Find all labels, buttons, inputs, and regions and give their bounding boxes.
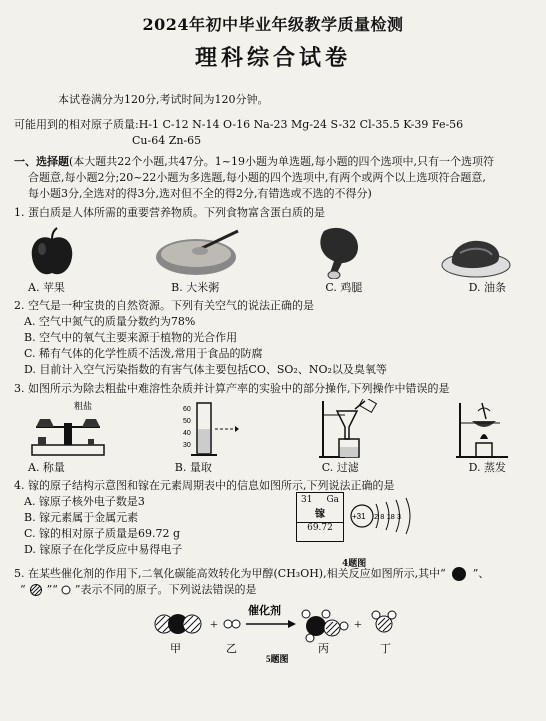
option-c[interactable]: C. 鸡腿 bbox=[325, 281, 363, 294]
question-5-stem-line1 bbox=[14, 566, 532, 582]
atomic-structure-diagram bbox=[348, 494, 424, 538]
cylinder-mark-30: 30 bbox=[183, 442, 192, 449]
apple-image bbox=[26, 227, 78, 279]
rice-porridge-image bbox=[152, 227, 240, 279]
molecule-ding bbox=[372, 611, 396, 632]
option-b[interactable]: B. 大米粥 bbox=[171, 281, 220, 294]
white-atom-icon bbox=[61, 585, 71, 595]
fried-dough-image bbox=[440, 231, 512, 279]
option-a[interactable]: A. 空气中氮气的质量分数约为78% bbox=[24, 315, 196, 328]
black-atom-icon bbox=[449, 567, 469, 581]
question-5-stem-end: ”表示不同的原子。下列说法错误的是 bbox=[74, 583, 257, 596]
quote-open: “ bbox=[20, 583, 26, 596]
filtration-image bbox=[315, 399, 379, 459]
option-a[interactable]: A. 镓原子核外电子数是3 bbox=[24, 495, 145, 508]
question-4-block bbox=[14, 494, 532, 569]
question-1-stem: 1. 蛋白质是人体所需的重要营养物质。下列食物富含蛋白质的是 bbox=[14, 206, 325, 219]
molecule-jia bbox=[155, 614, 201, 634]
striped-atom-icon bbox=[29, 584, 43, 596]
gallium-figure bbox=[284, 482, 424, 574]
question-5-stem-line2 bbox=[14, 582, 532, 598]
quote-mid: ”“ bbox=[46, 583, 58, 596]
label-bing: 丙 bbox=[318, 643, 329, 655]
atomic-number: 31 bbox=[301, 495, 313, 505]
question-1-options bbox=[14, 279, 532, 295]
molecule-yi bbox=[224, 620, 240, 628]
question-5-stem-text: 5. 在某些催化剂的作用下,二氧化碳能高效转化为甲醇(CH₃OH),相关反应如图所示,其中“ bbox=[14, 567, 446, 580]
option-c[interactable]: C. 过滤 bbox=[321, 461, 359, 474]
option-d[interactable]: D. 蒸发 bbox=[468, 461, 506, 474]
option-c[interactable]: C. 稀有气体的化学性质不活泼,常用于食品的防腐 bbox=[24, 347, 263, 360]
element-name: 镓 bbox=[315, 509, 325, 520]
atomic-masses-line2: Cu-64 Zn-65 bbox=[132, 134, 202, 147]
option-b[interactable]: B. 空气中的氧气主要来源于植物的光合作用 bbox=[24, 331, 238, 344]
option-c[interactable]: C. 镓的相对原子质量是69.72 g bbox=[24, 527, 181, 540]
question-1-images bbox=[14, 223, 532, 279]
question-2-stem: 2. 空气是一种宝贵的自然资源。下列有关空气的说法正确的是 bbox=[14, 299, 314, 312]
evaporation-image bbox=[452, 399, 514, 459]
question-4-stem: 4. 镓的原子结构示意图和镓在元素周期表中的信息如图所示,下列说法正确的是 bbox=[14, 479, 395, 492]
atomic-mass: 69.72 bbox=[297, 522, 343, 533]
figure-5-caption: 5题图 bbox=[266, 654, 289, 664]
option-b[interactable]: B. 量取 bbox=[174, 461, 212, 474]
reaction-diagram bbox=[14, 602, 532, 664]
svg-text:+: + bbox=[354, 618, 362, 633]
label-jia: 甲 bbox=[170, 643, 181, 655]
balance-scale-image bbox=[28, 401, 108, 459]
exam-header: 2024年初中毕业年级教学质量检测 bbox=[142, 15, 404, 34]
section-text-1: (本大题共22个小题,共47分。1~19小题为单选题,每小题的四个选项中,只有一个选项符 bbox=[69, 155, 494, 168]
question-3-stem: 3. 如图所示为除去粗盐中难溶性杂质并计算产率的实验中的部分操作,下列操作中错误的是 bbox=[14, 382, 450, 395]
cylinder-mark-50: 50 bbox=[183, 418, 192, 425]
section-heading: 一、选择题 bbox=[14, 155, 69, 168]
figure-4-caption: 4题图 bbox=[342, 559, 367, 569]
option-d[interactable]: D. 油条 bbox=[468, 281, 506, 294]
element-symbol: Ga bbox=[326, 495, 339, 505]
atomic-masses-line1: 可能用到的相对原子质量:H-1 C-12 N-14 O-16 Na-23 Mg-24 S-32 Cl-35.5 K-39 Fe-56 bbox=[14, 118, 464, 131]
question-5-stem-quote: ”、 bbox=[472, 567, 490, 580]
chicken-leg-image bbox=[314, 223, 366, 279]
cylinder-mark-60: 60 bbox=[183, 406, 192, 413]
reaction-molecules bbox=[14, 602, 532, 664]
section-one-instructions bbox=[14, 154, 532, 170]
question-3-options bbox=[14, 459, 532, 475]
label-yi: 乙 bbox=[226, 643, 237, 655]
cylinder-mark-40: 40 bbox=[183, 430, 192, 437]
option-a[interactable]: A. 称量 bbox=[28, 461, 65, 474]
periodic-table-cell bbox=[296, 492, 344, 542]
question-3-images bbox=[14, 397, 532, 459]
electron-shells: 2 8 18 3 bbox=[374, 512, 402, 521]
catalyst-label: 催化剂 bbox=[248, 605, 281, 617]
section-text-2: 合题意,每小题2分;20~22小题为多选题,每小题的四个选项中,有两个或两个以上选项符合题意, bbox=[28, 171, 486, 184]
option-d[interactable]: D. 镓原子在化学反应中易得电子 bbox=[24, 543, 183, 556]
exam-title: 理科综合试卷 bbox=[194, 45, 351, 71]
exam-intro: 本试卷满分为120分,考试时间为120分钟。 bbox=[58, 93, 269, 106]
svg-text:+: + bbox=[210, 618, 218, 633]
section-text-3: 每小题3分,全选对的得3分,选对但不全的得2分,有错选或不选的不得分) bbox=[28, 187, 372, 200]
coarse-salt-label: 粗盐 bbox=[74, 401, 93, 411]
nucleus-charge: +31 bbox=[352, 512, 366, 521]
option-d[interactable]: D. 目前计入空气污染指数的有害气体主要包括CO、SO₂、NO₂以及臭氧等 bbox=[24, 363, 387, 376]
option-a[interactable]: A. 苹果 bbox=[28, 281, 65, 294]
option-b[interactable]: B. 镓元素属于金属元素 bbox=[24, 511, 139, 524]
molecule-bing bbox=[302, 610, 348, 642]
label-ding: 丁 bbox=[380, 643, 391, 655]
graduated-cylinder-image bbox=[181, 399, 241, 459]
